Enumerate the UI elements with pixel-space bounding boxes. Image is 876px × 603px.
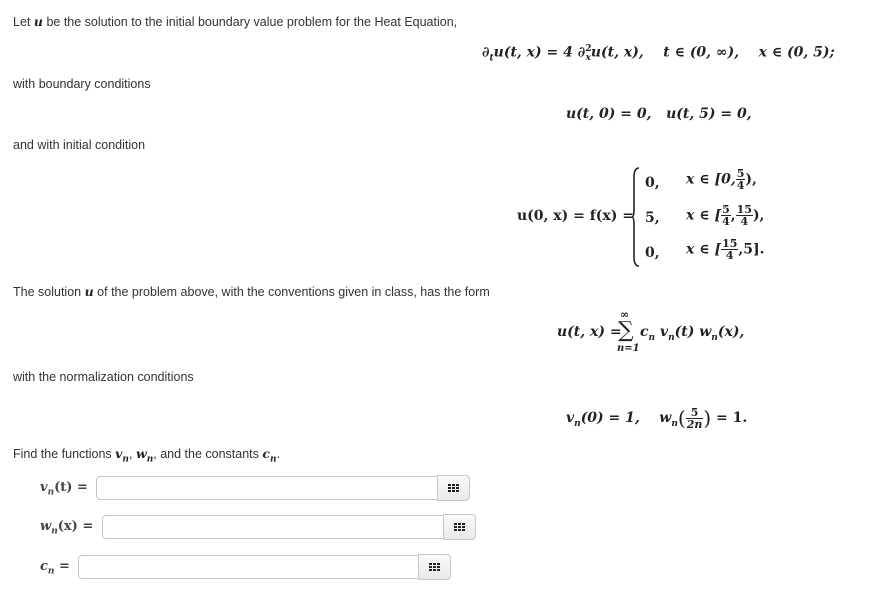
t-domain: t ∈ (0, ∞), (663, 44, 740, 61)
label-sub: n (47, 487, 55, 498)
solution-text (13, 284, 490, 299)
keypad-icon (429, 563, 440, 571)
w-rest: = 1. (716, 410, 748, 426)
case-1-open: x ∈ [0, (686, 171, 736, 188)
boundary-equation (566, 106, 752, 122)
intro-text (13, 14, 457, 29)
sub-n: n (574, 418, 581, 429)
frac-num: 5 (736, 167, 745, 180)
sum-lower (617, 343, 640, 354)
sub-n: n (122, 454, 129, 465)
case-2-close: ), (752, 207, 765, 224)
case-2-value: 5, (645, 210, 660, 226)
frac-den: 4 (740, 215, 749, 228)
sub-n: n (648, 332, 656, 343)
task-text (13, 446, 280, 465)
fraction (721, 204, 731, 227)
vn-input[interactable] (96, 476, 437, 500)
v: v (115, 446, 123, 461)
w: w (135, 446, 147, 461)
var-u: u (33, 14, 43, 29)
pde-equation (482, 44, 835, 63)
solution-suffix: of the problem above, with the conventions given in class, has the form (97, 285, 490, 299)
v: v (566, 410, 575, 426)
boundary-left: u(t, 0) = 0, (566, 106, 652, 122)
boundary-label: with boundary conditions (13, 77, 151, 91)
intro-suffix: be the solution to the initial boundary value problem for the Heat Equation, (46, 15, 458, 29)
v: v (659, 324, 669, 340)
normalization-label: with the normalization conditions (13, 370, 194, 384)
frac-num: 5 (686, 407, 704, 419)
v-arg: (t) (674, 324, 695, 340)
w: w (659, 410, 672, 426)
sub-n: n (668, 332, 675, 343)
left-brace-icon (632, 167, 640, 267)
cn-keypad-button[interactable] (418, 554, 451, 580)
frac-num: 15 (722, 237, 738, 250)
sum-lower-text: n=1 (617, 343, 640, 354)
case-1-value: 0, (645, 175, 660, 191)
keypad-icon (448, 484, 459, 492)
x-domain: x ∈ (0, 5); (758, 44, 835, 61)
label-var: c (40, 559, 48, 574)
label-sub: n (47, 566, 55, 577)
fraction (736, 204, 753, 227)
series-rhs (640, 324, 744, 343)
series-lhs-text: u(t, x) = (557, 324, 622, 340)
task-mid: and the constants (160, 447, 259, 461)
case-2-open: x ∈ [ (686, 207, 722, 224)
case-1-interval (686, 168, 757, 191)
label-arg: (x) = (57, 519, 94, 534)
case-3-value: 0, (645, 245, 660, 261)
label-arg: (t) = (54, 480, 88, 495)
case-3-open: x ∈ [ (686, 241, 722, 258)
fraction (721, 238, 738, 261)
sub-n: n (671, 418, 678, 429)
vn-keypad-button[interactable] (437, 475, 470, 501)
sep: , (128, 447, 133, 461)
sub-x: x (585, 53, 591, 64)
var-u: u (84, 284, 94, 299)
normalization-equation: $v_n(0) = 1$, $w_n$( $\frac{5}{2n}$ ) = 1. (566, 405, 748, 431)
case-3-after: ,5 (738, 241, 754, 258)
case-3-close: ]. (753, 241, 765, 258)
frac-den: 4 (722, 215, 730, 228)
sub-n: n (270, 454, 277, 465)
label-sub: n (51, 526, 58, 537)
boundary-right: u(t, 5) = 0, (666, 106, 752, 122)
c: c (262, 446, 271, 461)
cn-label (40, 559, 70, 577)
initial-label: and with initial condition (13, 138, 146, 152)
pde-middle: u(t, x) = 4 ∂ (493, 44, 586, 61)
wn-keypad-button[interactable] (443, 514, 476, 540)
end: . (276, 447, 281, 461)
wn-label (40, 519, 93, 537)
initial-lhs: u(0, x) = f(x) = (517, 208, 634, 224)
solution-prefix: The solution (13, 285, 82, 299)
task-prefix: Find the functions (13, 447, 112, 461)
sup-2: 2 (585, 44, 592, 54)
wn-input[interactable] (102, 515, 443, 539)
w-arg: (x), (717, 324, 745, 340)
sep: , (153, 447, 157, 461)
keypad-icon (454, 523, 465, 531)
case-3-interval (686, 238, 765, 261)
intro-prefix: Let (13, 15, 31, 29)
fraction (686, 407, 704, 430)
label-arg: = (54, 559, 70, 574)
c: c (640, 324, 649, 340)
label-var: v (40, 480, 48, 495)
frac-den: 2n (686, 417, 703, 431)
sum-icon: ∑ (618, 318, 634, 343)
frac-den: 4 (725, 249, 734, 262)
frac-num: 15 (736, 203, 752, 216)
partial-symbol: ∂ (482, 44, 490, 61)
frac-num: 5 (722, 203, 730, 216)
v-rest: (0) = 1, (580, 410, 640, 426)
vn-label (40, 480, 88, 498)
sub-n: n (711, 332, 718, 343)
case-1-close: ), (745, 171, 757, 188)
pde-rhs: u(t, x), (590, 44, 644, 61)
case-2-interval: x ∈ [ $\frac{5}{4}$ , $\frac{15}{4}$ ), (686, 203, 765, 228)
sub-t: t (489, 53, 494, 64)
w: w (699, 324, 712, 340)
sum-upper: ∞ (620, 308, 630, 321)
cn-input[interactable] (78, 555, 418, 579)
label-var: w (40, 519, 52, 534)
series-lhs (557, 324, 622, 340)
sub-n: n (146, 454, 154, 465)
fraction (736, 168, 746, 191)
frac-den: 4 (736, 179, 745, 192)
